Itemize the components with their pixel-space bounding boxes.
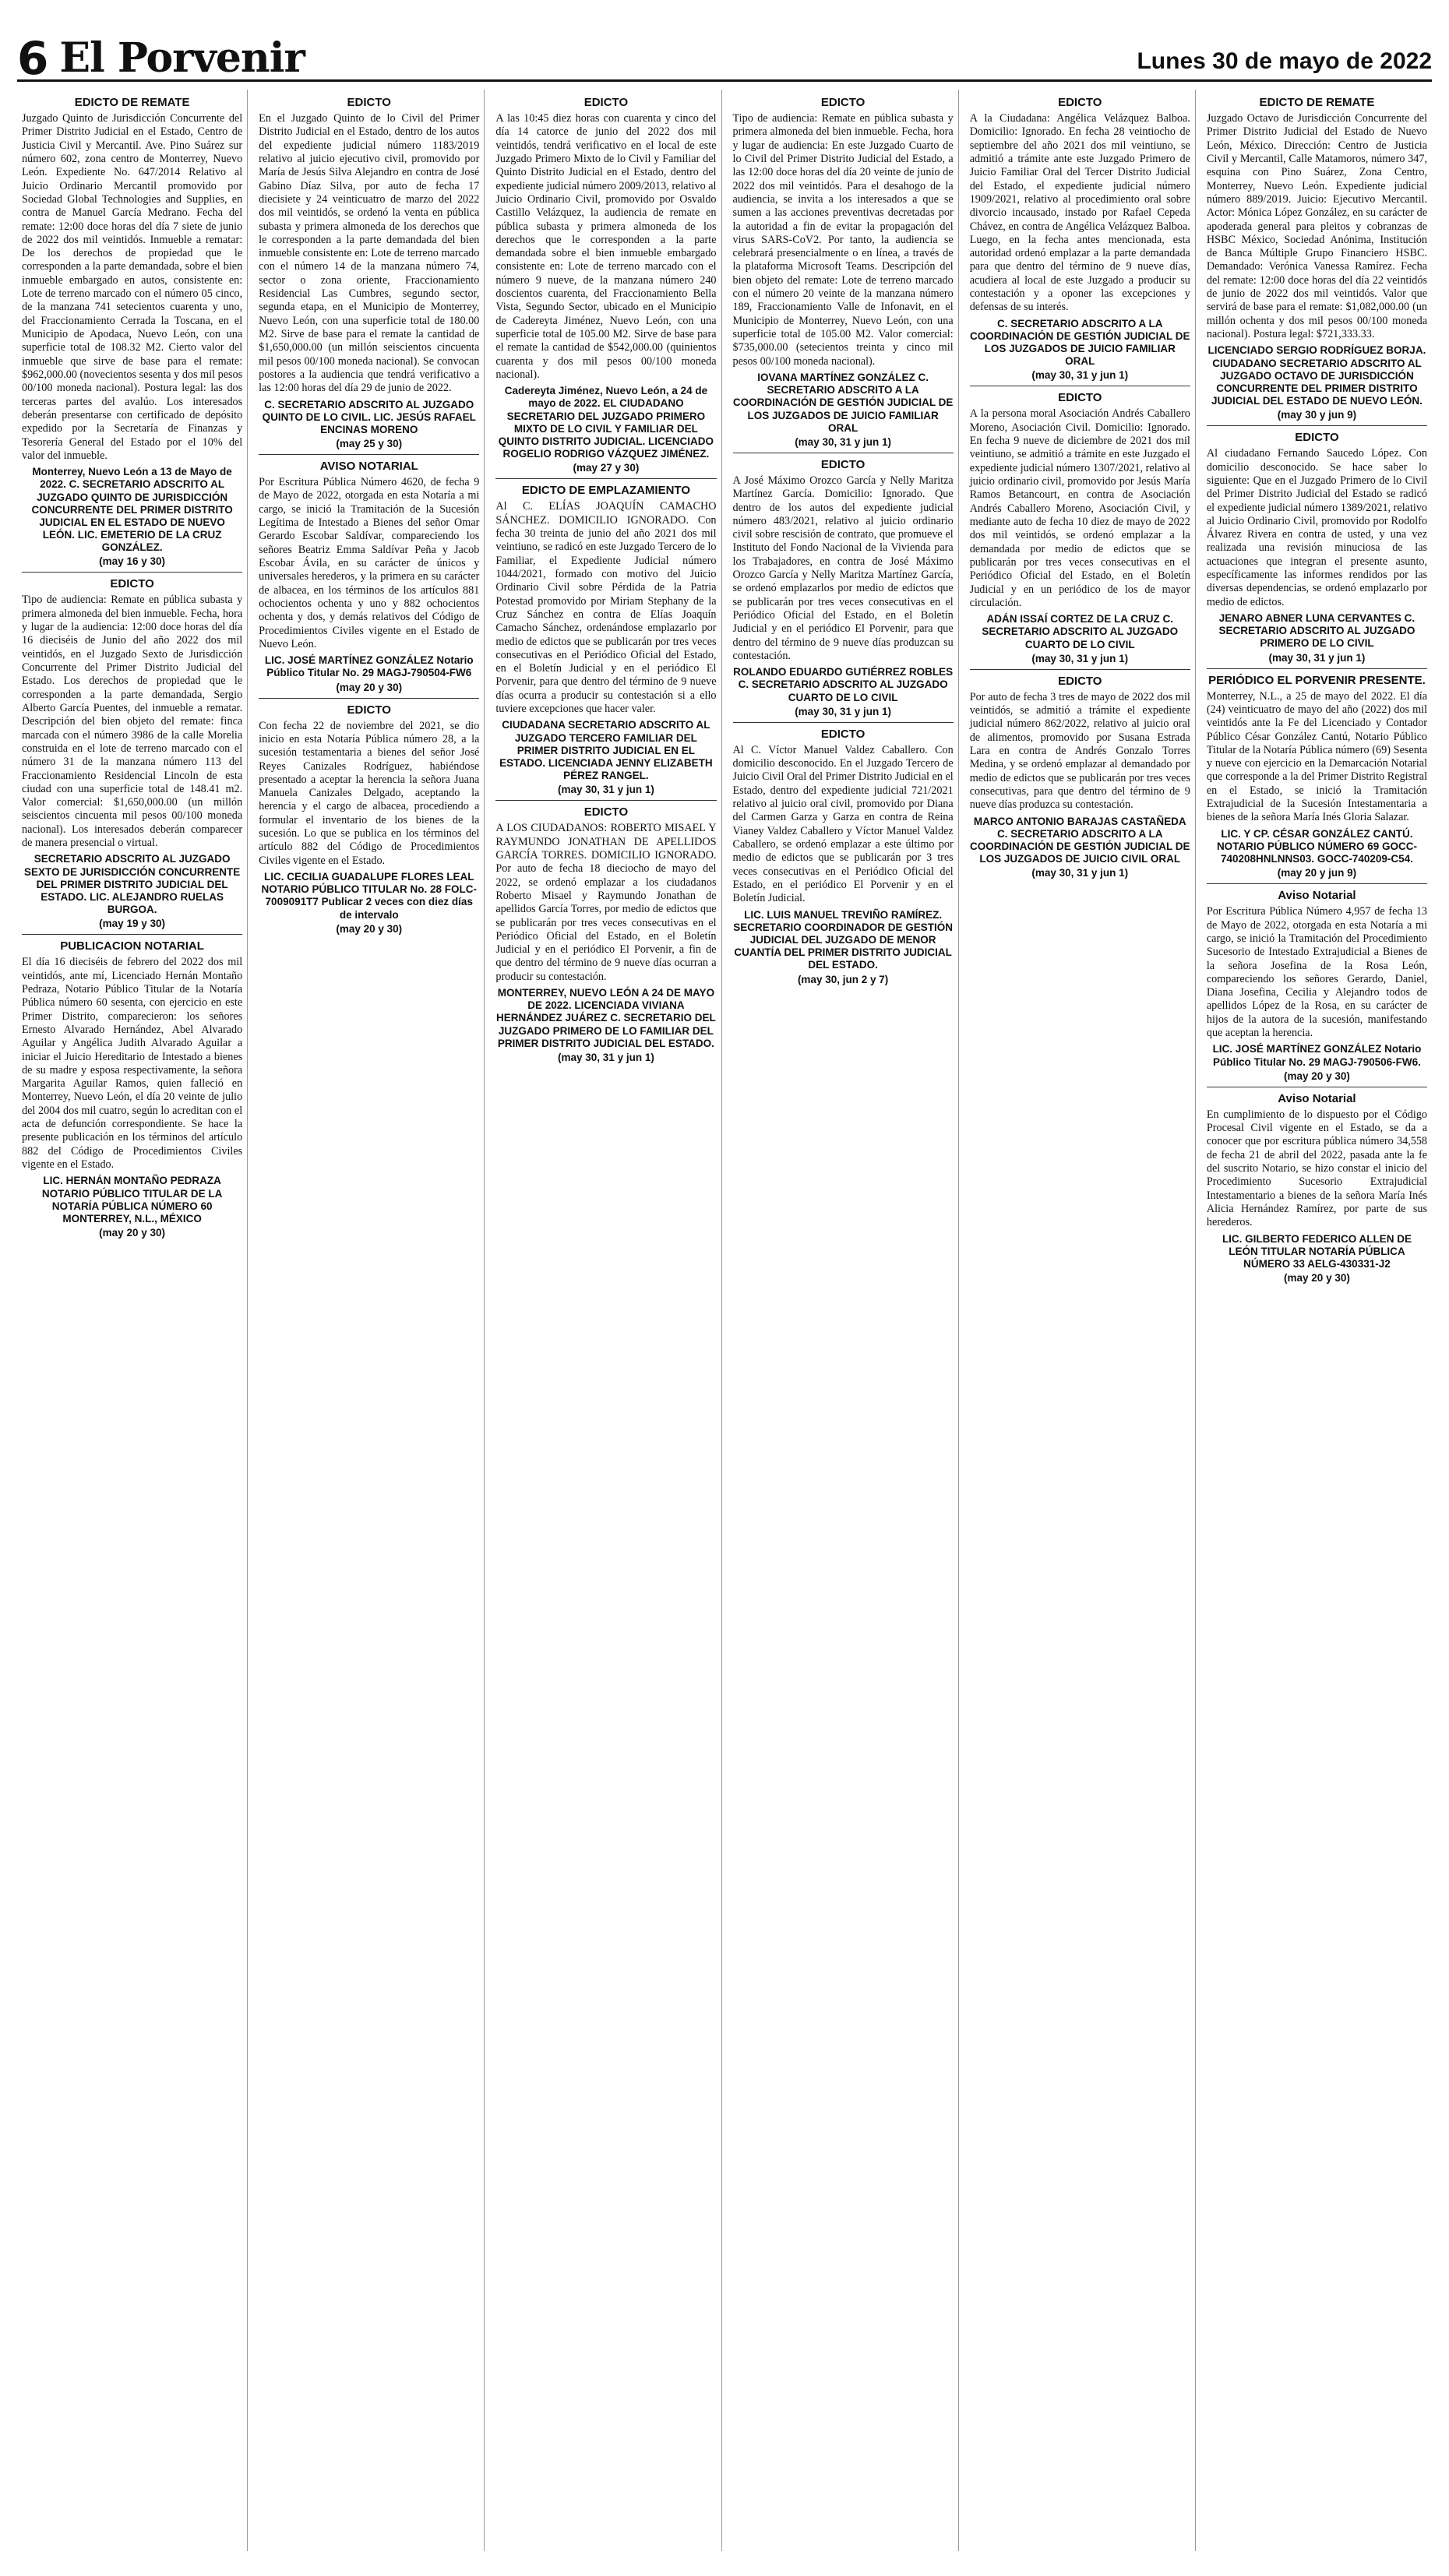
notice-title: PUBLICACION NOTARIAL bbox=[60, 939, 204, 953]
legal-notice bbox=[1207, 425, 1427, 663]
notice-body: Por Escritura Pública Número 4,957 de fecha 13 de Mayo de 2022, otorgada en esta Notaría a mi cargo, se inició la Tramitación del Procedimiento Sucesorio de Intestado Extrajudicial a Bienes de la señora Josefina de la Rosa León, compareciendo los señores Gerardo, Daniel, Diana Josefina, Cecilia y Alejandro todos de apellidos López de la Rosa, en su carácter de hijos de la autora de la sucesión, manifestando que aceptan la herencia. bbox=[1206, 905, 1428, 1040]
notice-signature: MONTERREY, NUEVO LEÓN A 24 DE MAYO DE 2022. LICENCIADA VIVIANA HERNÁNDEZ JUÁREZ C. SECRETARIO DEL JUZGADO PRIMERO DE LO FAMILIAR DEL PRIMER DISTRITO JUDICIAL DEL ESTADO. bbox=[496, 987, 716, 1049]
notice-title: EDICTO DE EMPLAZAMIENTO bbox=[521, 484, 690, 498]
notice-title: EDICTO bbox=[820, 727, 866, 741]
notice-body: El día 16 dieciséis de febrero del 2022 dos mil veintidós, ante mí, Licenciado Hernán Montaño Pedraza, Notario Público Titular de la Notaría Pública número 60 sesenta, con ejercicio en este Primer Distrito, comparecieron: los señores Ernesto Alvarado Hernández, Abel Alvarado Aguilar y Angélica Judith Alvarado Aguilar a iniciar el Juicio Hereditario de Intestado a bienes de su madre y esposa respectivamente, la señora Margarita Aguilar Ramos, quien falleció en Monterrey, Nuevo León, el día 20 veinte de julio del 2004 dos mil cuatro, según lo acreditan con el acta de defunción correspondiente. Se hace la presente publicación en los términos del artículo 882 del Código de Procedimientos Civiles vigente en el Estado. bbox=[22, 956, 243, 1171]
publication-dates: (may 30, jun 2 y 7) bbox=[797, 973, 889, 985]
notice-title: EDICTO bbox=[820, 96, 866, 109]
notice-body: A la persona moral Asociación Andrés Caballero Moreno, Asociación Civil. Domicilio: Ignorado. En fecha 9 nueve de diciembre de 2021 dos mil veintiuno, se admitió a trámite en este Juzgado el expediente judicial número 1307/2021, relativo al juicio ordinario civil, promovido por Jesús María Ramos Betancourt, en contra de Asociación Andrés Caballero Moreno, Asociación Civil, y mediante auto de fecha 10 diez de mayo de 2022 dos mil veintidós, se ordenó emplazar a la demandada por medio de edictos que se publicarán por tres veces consecutivas en el Periódico Oficial del Estado, en el Boletín Judicial y en un periódico de los de mayor circulación. bbox=[969, 407, 1190, 609]
brand bbox=[17, 32, 305, 85]
column-1 bbox=[17, 90, 248, 2551]
notice-title: EDICTO bbox=[583, 96, 629, 109]
notice-signature: Monterrey, Nuevo León a 13 de Mayo de 2022. C. SECRETARIO ADSCRITO AL JUZGADO QUINTO DE JURISDICCIÓN CONCURRENTE DEL PRIMER DISTRITO JUDICIAL EN EL ESTADO DE NUEVO LEÓN. LIC. EMETERIO DE LA CRUZ GONZÁLEZ. bbox=[31, 466, 233, 554]
notice-title: EDICTO bbox=[347, 96, 391, 109]
publication-dates: (may 30, 31 y jun 1) bbox=[795, 705, 891, 717]
notice-signature: LIC. Y CP. CÉSAR GONZÁLEZ CANTÚ. NOTARIO PÚBLICO NÚMERO 69 GOCC-740208HNLNNS03. GOCC-740209-C54. bbox=[1216, 827, 1417, 865]
publication-dates: (may 20 y 30) bbox=[336, 681, 403, 693]
notice-body: Por Escritura Pública Número 4620, de fecha 9 de Mayo de 2022, otorgada en esta Notaría a mi cargo, se inició la Tramitación de la Sucesión Legítima de Intestado a Bienes del señor Omar Gerardo Escobar Saldívar, compareciendo los señores Beatriz Emma Saldívar Peña y Jacob Escobar Ávila, en su carácter de únicos y universales herederos, y la primera en su carácter de albacea, en los términos de los artículos 881 ochocientos ochenta y uno y 882 ochocientos ochenta y dos, y demás relativos del Código de Procedimientos Civiles vigente en el Estado de Nuevo León. bbox=[259, 476, 480, 650]
publication-dates: (may 20 y 30) bbox=[1284, 1272, 1350, 1284]
legal-notice bbox=[495, 478, 716, 795]
legal-notice bbox=[259, 91, 479, 449]
page-number: 6 bbox=[17, 32, 49, 85]
notice-signature: ADÁN ISSAÍ CORTEZ DE LA CRUZ C. SECRETARIO ADSCRITO AL JUZGADO CUARTO DE LO CIVIL bbox=[982, 613, 1179, 650]
notice-body: Al C. Víctor Manuel Valdez Caballero. Con domicilio desconocido. En el Juzgado Tercero de Juicio Civil Oral del Primer Distrito Judicial en el Estado, dentro del expediente judicial 721/2021 relativo al juicio oral civil, promovido por Diana del Carmen Garza y Garza en contra de Reina Vianey Valdez Caballero y Víctor Manuel Valdez Caballero, se ordenó emplazar a este último por medio de edictos que se publicarán por 3 tres veces consecutivas en el Periódico Oficial del Estado, en el periódico El Porvenir y en el Boletín Judicial. bbox=[732, 743, 954, 905]
notice-body: A la Ciudadana: Angélica Velázquez Balboa. Domicilio: Ignorado. En fecha 28 veintiocho de septiembre del año 2021 dos mil veintiuno, se admitió a trámite ante este Juzgado Primero de Juicio Familiar Oral del Tercer Distrito Judicial del Estado, el expediente judicial número 1909/2021, relativo al procedimiento oral sobre divorcio incausado, instado por Rafael Cepeda Chávez, en contra de Angélica Velázquez Balboa. Luego, en la fecha antes mencionada, esta autoridad ordenó emplazar a la parte demandada para que dentro del término de 9 nueve días, acudiera al local de este Juzgado a producir su contestación y a oponer las excepciones y defensas de su interés. bbox=[969, 112, 1190, 314]
publication-dates: (may 25 y 30) bbox=[336, 438, 403, 450]
publication-dates: (may 20 y jun 9) bbox=[1277, 867, 1357, 879]
legal-notice bbox=[1207, 91, 1427, 421]
notice-body: Juzgado Octavo de Jurisdicción Concurrente del Primer Distrito Judicial del Estado de Nuevo León, México. Dirección: Centro de Justicia Civil y Mercantil, Calle Matamoros, número 347, esquina con Pino Suárez, Zona Centro, Monterrey, Nuevo León. Expediente judicial número 889/2019. Juicio: Ejecutivo Mercantil. Actor: Mónica López González, en su carácter de apoderada general para pleitos y cobranzas de HSBC México, Sociedad Anónima, Institución de Banca Múltiple Grupo Financiero HSBC. Demandado: Verónica Vanessa Ramírez. Fecha del remate: 12:00 doce horas del día 22 veintidós de junio de 2022 dos mil veintidós. Valor que servirá de base para el remate: $1,082,000.00 (un millón ochenta y dos mil pesos 00/100 moneda nacional). Postura legal: $721,333.33. bbox=[1206, 112, 1428, 340]
legal-notice bbox=[259, 454, 479, 692]
legal-notice bbox=[970, 386, 1190, 664]
notice-body: Juzgado Quinto de Jurisdicción Concurrente del Primer Distrito Judicial en el Estado, Centro de Justicia Civil y Mercantil. Ave. Pino Suárez sur número 602, zona centro de Monterrey, Nuevo León. Expediente No. 647/2014 Relativo al Juicio Ordinario Mercantil promovido por Sociedad Global Technologies and Supplies, en contra de Manuel García Medrano. Fecha del remate: 12:00 doce horas del día 7 siete de junio de 2022 dos mil veintidós. Inmueble a rematar: De los derechos de propiedad que le corresponden a la parte demandada, sobre el bien inmueble embargado en autos, consistente en: Lote de terreno marcado con el número 05 cinco, de la manzana 741 setecientos cuarenta y uno, del Fraccionamiento Cerrada la Toscana, en el Municipio de Apodaca, Nuevo León, con una superficie total de 108.32 M2. Cierto valor del inmueble que sirve de base para el remate: $962,000.00 (novecientos sesenta y dos mil pesos 00/100 moneda nacional). Postura legal: las dos terceras partes del avalúo. Los interesados deberán presentarse con certificado de depósito expedido por la Secretaría de Finanzas y Tesorería General del Estado por el 10% del valor del inmueble. bbox=[22, 112, 243, 462]
notice-title: Aviso Notarial bbox=[1278, 1091, 1356, 1105]
notice-body: Monterrey, N.L., a 25 de mayo del 2022. El día (24) veinticuatro de mayo del año (2022) dos mil veintidós ante la Fe del Licenciado y Contador Público César González Cantú, Notario Público Titular de la Notaría Pública número (69) Sesenta y nueve con ejercicio en la Demarcación Notarial que corresponde a la del Primer Distrito Registral en el Estado, se inició la Tramitación Extrajudicial de la Sucesión Intestamentaria a bienes de la señora María Inés Gloria Salazar. bbox=[1206, 689, 1428, 824]
publication-dates: (may 30, 31 y jun 1) bbox=[1031, 867, 1129, 879]
notice-title: EDICTO bbox=[1058, 96, 1102, 109]
notice-body: En el Juzgado Quinto de lo Civil del Primer Distrito Judicial en el Estado, dentro de los autos del expediente judicial número 1183/2019 relativo al juicio ejecutivo civil, promovido por María de Jesús Silva Alejandro en contra de José Gabino Díaz Silva, por auto de fecha 17 diecisiete y 24 veinticuatro de marzo del 2022 dos mil veintidós, se ordenó la venta en pública subasta y primera almoneda de los derechos que le corresponden a la parte demandada del bien inmueble consistente en: Lote de terreno marcado con el número 14 de la manzana número 74, sector o zona oriente, Fraccionamiento Residencial Las Cumbres, segundo sector, segunda etapa, en el Municipio de Monterrey, Nuevo León, con una superficie total de 180.00 M2. Sirve de base para el remate la cantidad de $1,650,000.00 (un millón seiscientos cincuenta mil pesos 00/100 moneda nacional). Se convocan postores a la audiencia que tendrá verificativo a las 12:00 horas del día 29 de junio de 2022. bbox=[259, 112, 480, 395]
legal-notice bbox=[22, 91, 242, 567]
notice-body: Tipo de audiencia: Remate en pública subasta y primera almoneda del bien inmueble. Fecha, hora y lugar de la audiencia: 12:00 doce horas del día 16 dieciséis de Junio del año 2022 dos mil veintidós, en el Juzgado Sexto de Jurisdicción Concurrente del Primer Distrito Judicial del Estado. Los derechos de propiedad que le corresponden a la parte demandada, Sergio Alberto García Puentes, del inmueble a rematar. Descripción del bien objeto del remate: finca marcada con el número 3986 de la calle Morelia construida en el lote de terreno marcado con el número 31 de la manzana número 113 del Fraccionamiento Residencial Lincoln de esta ciudad con una superficie total de 148.41 m2. Valor comercial: $1,650,000.00 (un millón seiscientos cincuenta mil pesos 00/100 moneda nacional). Los interesados deberán comparecer de manera presencial o virtual. bbox=[22, 594, 243, 850]
legal-notice bbox=[1207, 668, 1427, 879]
publication-dates: (may 27 y 30) bbox=[573, 462, 640, 474]
notice-title: EDICTO DE REMATE bbox=[1259, 96, 1375, 109]
column-2 bbox=[254, 90, 485, 2551]
notice-signature: SECRETARIO ADSCRITO AL JUZGADO SEXTO DE JURISDICCIÓN CONCURRENTE DEL PRIMER DISTRITO JUDICIAL DEL ESTADO. LIC. ALEJANDRO RUELAS BURGOA. bbox=[23, 853, 241, 916]
notice-signature: LIC. GILBERTO FEDERICO ALLEN DE LEÓN TITULAR NOTARÍA PÚBLICA NÚMERO 33 AELG-430331-J2 bbox=[1222, 1232, 1412, 1270]
legal-notice bbox=[733, 453, 954, 717]
publication-dates: (may 30, 31 y jun 1) bbox=[1268, 651, 1366, 664]
notice-signature: LIC. JOSÉ MARTÍNEZ GONZÁLEZ Notario Público Titular No. 29 MAGJ-790506-FW6. bbox=[1212, 1043, 1422, 1068]
notice-signature: ROLANDO EDUARDO GUTIÉRREZ ROBLES C. SECRETARIO ADSCRITO AL JUZGADO CUARTO DE LO CIVIL bbox=[733, 666, 954, 703]
column-5 bbox=[965, 90, 1196, 2551]
notice-signature: Cadereyta Jiménez, Nuevo León, a 24 de mayo de 2022. EL CIUDADANO SECRETARIO DEL JUZGADO PRIMERO MIXTO DE LO CIVIL Y FAMILIAR DEL QUINTO DISTRITO JUDICIAL. LICENCIADO ROGELIO RODRIGO VÁZQUEZ JIMÉNEZ. bbox=[498, 385, 714, 460]
notice-title: EDICTO DE REMATE bbox=[74, 96, 190, 109]
legal-notice bbox=[22, 934, 242, 1239]
notice-body: A las 10:45 diez horas con cuarenta y cinco del día 14 catorce de junio del 2022 dos mil veintidós, tendrá verificativo en el local de este Juzgado Primero Mixto de lo Civil y Familiar del Quinto Distrito Judicial en el Estado, dentro del expediente judicial número 2009/2013, relativo al Juicio Ordinario Civil, promovido por Osvaldo Castillo Velázquez, la audiencia de remate en pública subasta y primera almoneda de los derechos que le corresponden a la parte demandada sobre el bien inmueble embargado consistente en: Lote de terreno marcado con el número 9 nueve, de la manzana número 240 doscientos cuarenta, del Fraccionamiento Bella Vista, Segundo Sector, ubicado en el Municipio de Cadereyta Jiménez, Nuevo León, con una superficie total de 105.00 M2. Sirve de base para el remate la cantidad de $542,000.00 (quinientos cuarenta y dos mil pesos 00/100 moneda nacional). bbox=[495, 112, 717, 381]
notice-title: AVISO NOTARIAL bbox=[319, 460, 418, 474]
column-3 bbox=[491, 90, 721, 2551]
notice-title: EDICTO bbox=[1058, 674, 1102, 688]
publication-dates: (may 30 y jun 9) bbox=[1277, 409, 1357, 421]
notice-signature: LICENCIADO SERGIO RODRÍGUEZ BORJA. CIUDADANO SECRETARIO ADSCRITO AL JUZGADO OCTAVO DE JURISDICCIÓN CONCURRENTE DEL PRIMER DISTRITO JUDICIAL DEL ESTADO DE NUEVO LEÓN. bbox=[1208, 344, 1426, 407]
notice-body: Por auto de fecha 3 tres de mayo de 2022 dos mil veintidós, se admitió a trámite el expediente judicial número 862/2022, relativo al juicio oral de alimentos, promovido por Susana Estrada Lara en contra de Andrés Gonzalo Torres Medina, y se ordenó emplazar al demandado por medio de edictos que se publicarán por tres veces consecutivas, para que dentro del término de 9 nueve días produzca su contestación. bbox=[969, 690, 1190, 812]
notice-signature: LIC. HERNÁN MONTAÑO PEDRAZA NOTARIO PÚBLICO TITULAR DE LA NOTARÍA PÚBLICA NÚMERO 60 MONTERREY, N.L., MÉXICO bbox=[41, 1175, 223, 1225]
publication-dates: (may 20 y 30) bbox=[336, 922, 403, 935]
publication-dates: (may 30, 31 y jun 1) bbox=[1031, 369, 1129, 382]
legal-notice bbox=[495, 91, 716, 474]
notice-body: Al C. ELÍAS JOAQUÍN CAMACHO SÁNCHEZ. DOMICILIO IGNORADO. Con fecha 30 treinta de junio del año 2021 dos mil veintiuno, se radicó en este Juzgado Tercero de lo Familiar, el Expediente Judicial número 1044/2021, formado con motivo del Juicio Ordinario Civil sobre Pérdida de la Patria Potestad promovido por Miriam Stephany de la Cruz Sánchez en contra de Elías Joaquín Camacho Sánchez, ordenándose emplazarlo por medio de edictos que se publicarán por tres veces consecutivas en el Periódico Oficial del Estado, en el Boletín Judicial y en el periódico El Porvenir, para que dentro del término de 9 nueve días ocurra a producir su contestación si a ello tuviere excepciones que hacer valer. bbox=[495, 500, 717, 716]
notice-body: Al ciudadano Fernando Saucedo López. Con domicilio desconocido. Se hace saber lo siguiente: Que en el Juzgado Primero de lo Civil del Primer Distrito Judicial del Estado se radicó el expediente judicial número 1389/2021, relativo al Juicio Ordinario Civil, promovido por Rodolfo Álvarez Rivera en contra de usted, y una vez realizada una revisión minuciosa de las actuaciones que integran el presente asunto, específicamente las informes rendidos por las diversas dependencias, se ordenó emplazarlo por medio de edictos. bbox=[1206, 447, 1428, 608]
notice-body: Con fecha 22 de noviembre del 2021, se dio inicio en esta Notaría Pública número 28, a la sucesión testamentaria a bienes del señor José Reyes Canizales Rodríguez, habiéndose presentado a aceptar la herencia la señora Juana Manuela Canizales Delgado, aceptando la herencia y el cargo de albacea, procediendo a formular el inventario de los bienes de la sucesión. Lo que se publica en los términos del artículo 882 del Código de Procedimientos Civiles vigente en el Estado. bbox=[259, 719, 480, 867]
legal-notice bbox=[1207, 1087, 1427, 1284]
notice-signature: CIUDADANA SECRETARIO ADSCRITO AL JUZGADO TERCERO FAMILIAR DEL PRIMER DISTRITO JUDICIAL EN EL ESTADO. LICENCIADA JENNY ELIZABETH PÉREZ RANGEL. bbox=[499, 719, 713, 782]
notice-signature: IOVANA MARTÍNEZ GONZÁLEZ C. SECRETARIO ADSCRITO A LA COORDINACIÓN DE GESTIÓN JUDICIAL DE LOS JUZGADOS DE JUICIO FAMILIAR ORAL bbox=[732, 371, 954, 434]
legal-notice bbox=[733, 722, 954, 985]
notice-title: EDICTO bbox=[110, 577, 154, 591]
legal-notice bbox=[495, 800, 716, 1063]
columns-container bbox=[17, 90, 1432, 2551]
notice-body: A José Máximo Orozco García y Nelly Maritza Martínez García. Domicilio: Ignorado. Que dentro de los autos del expediente judicial número 483/2021, relativo al juicio ordinario civil sobre rescisión de contrato, que promueve el Instituto del Fondo Nacional de la Vivienda para los Trabajadores, en contra de José Máximo Orozco García y Nelly Maritza Martínez García, se ordenó emplazarlos por medio de edictos que se publicarán por tres veces consecutivas en el Periódico Oficial del Estado, en el Boletín Judicial y en el periódico El Porvenir, para que dentro del término de 9 nueve días produzcan su contestación. bbox=[732, 474, 954, 662]
notice-signature: C. SECRETARIO ADSCRITO A LA COORDINACIÓN DE GESTIÓN JUDICIAL DE LOS JUZGADOS DE JUICIO FAMILIAR ORAL bbox=[970, 317, 1190, 368]
publication-dates: (may 20 y 30) bbox=[99, 1227, 165, 1239]
notice-title: EDICTO bbox=[583, 805, 629, 819]
notice-title: EDICTO bbox=[1058, 391, 1102, 405]
notice-body: Tipo de audiencia: Remate en pública subasta y primera almoneda del bien inmueble. Fecha, hora y lugar de audiencia: En este Juzgado Cuarto de lo Civil del Primer Distrito Judicial del Estado, a las 12:00 doce horas del día 20 veinte de junio de 2022 dos mil veintidós. Para el desahogo de la audiencia, se invita a los interesados a que se sumen a las acciones preventivas decretadas por la autoridad a fin de evitar la propagación del virus SARS-CoV2. Por tanto, la audiencia se celebrará presencialmente o en línea, a través de la plataforma Microsoft Teams. Descripción del bien objeto del remate: Lote de terreno marcado con el número 20 veinte de la manzana número 189, Fraccionamiento Valle de Infonavit, en el Municipio de Monterrey, Nuevo León, con una superficie total de 105.00 M2. Valor comercial: $735,000.00 (setecientos treinta y cinco mil pesos 00/100 moneda nacional). bbox=[732, 112, 954, 368]
publication-dates: (may 20 y 30) bbox=[1284, 1070, 1350, 1082]
notice-title: EDICTO bbox=[347, 703, 391, 717]
masthead bbox=[17, 31, 1432, 85]
notice-title: PERIÓDICO EL PORVENIR PRESENTE. bbox=[1208, 673, 1426, 687]
publication-dates: (may 19 y 30) bbox=[99, 918, 165, 930]
publication-dates: (may 30, 31 y jun 1) bbox=[558, 784, 654, 796]
publication-dates: (may 30, 31 y jun 1) bbox=[1031, 652, 1129, 664]
notice-title: EDICTO bbox=[820, 457, 866, 471]
legal-notice bbox=[733, 91, 954, 448]
publication-dates: (may 16 y 30) bbox=[99, 555, 165, 568]
newspaper-name: El Porvenir bbox=[59, 34, 305, 82]
column-6 bbox=[1202, 90, 1432, 2551]
notice-title: Aviso Notarial bbox=[1278, 889, 1356, 903]
notice-signature: LIC. LUIS MANUEL TREVIÑO RAMÍREZ. SECRETARIO COORDINADOR DE GESTIÓN JUDICIAL DEL JUZGADO DE MENOR CUANTÍA DEL PRIMER DISTRITO JUDICIAL DEL ESTADO. bbox=[733, 908, 953, 971]
legal-notice bbox=[1207, 883, 1427, 1082]
notice-signature: LIC. JOSÉ MARTÍNEZ GONZÁLEZ Notario Público Titular No. 29 MAGJ-790504-FW6 bbox=[264, 654, 474, 679]
notice-title: EDICTO bbox=[1295, 431, 1339, 445]
notice-body: En cumplimiento de lo dispuesto por el Código Procesal Civil vigente en el Estado, se da a conocer que por escritura pública número 34,558 de fecha 21 de abril del 2022, pasada ante la fe del suscrito Notario, se hizo constar el inicio del Procedimiento Sucesorio Extrajudicial Intestamentario a bienes de la señora María Inés Alicia Hernández Ramírez, por parte de sus herederos. bbox=[1206, 1108, 1428, 1229]
notice-body: A LOS CIUDADANOS: ROBERTO MISAEL Y RAYMUNDO JONATHAN DE APELLIDOS GARCÍA TORRES. DOMICILIO IGNORADO. Por auto de fecha 18 dieciocho de mayo del 2022, se ordenó emplazar a los ciudadanos Roberto Misael y Raymundo Jonathan de apellidos García Torres, por medio de edictos que se publicarán por tres veces consecutivas en el Periódico Oficial del Estado, en el Boletín Judicial y en el periódico El Porvenir, a fin de que dentro del término de 9 nueve días ocurran a producir su contestación. bbox=[495, 822, 717, 983]
legal-notice bbox=[259, 698, 479, 935]
notice-signature: C. SECRETARIO ADSCRITO AL JUZGADO QUINTO DE LO CIVIL. LIC. JESÚS RAFAEL ENCINAS MORENO bbox=[262, 398, 476, 435]
legal-notice bbox=[970, 669, 1190, 879]
publication-dates: (may 30, 31 y jun 1) bbox=[558, 1052, 654, 1063]
legal-notice bbox=[970, 91, 1190, 381]
publication-dates: (may 30, 31 y jun 1) bbox=[795, 435, 891, 448]
column-4 bbox=[728, 90, 959, 2551]
notice-signature: MARCO ANTONIO BARAJAS CASTAÑEDA C. SECRETARIO ADSCRITO A LA COORDINACIÓN DE GESTIÓN JUDICIAL DE LOS JUZGADOS DE JUICIO CIVIL ORAL bbox=[970, 815, 1190, 865]
issue-date: Lunes 30 de mayo de 2022 bbox=[1137, 48, 1432, 74]
notice-signature: JENARO ABNER LUNA CERVANTES C. SECRETARIO ADSCRITO AL JUZGADO PRIMERO DE LO CIVIL bbox=[1218, 612, 1416, 650]
notice-signature: LIC. CECILIA GUADALUPE FLORES LEAL NOTARIO PÚBLICO TITULAR No. 28 FOLC-7009091T7 Publicar 2 veces con diez días de intervalo bbox=[261, 871, 477, 921]
legal-notice bbox=[22, 572, 242, 929]
